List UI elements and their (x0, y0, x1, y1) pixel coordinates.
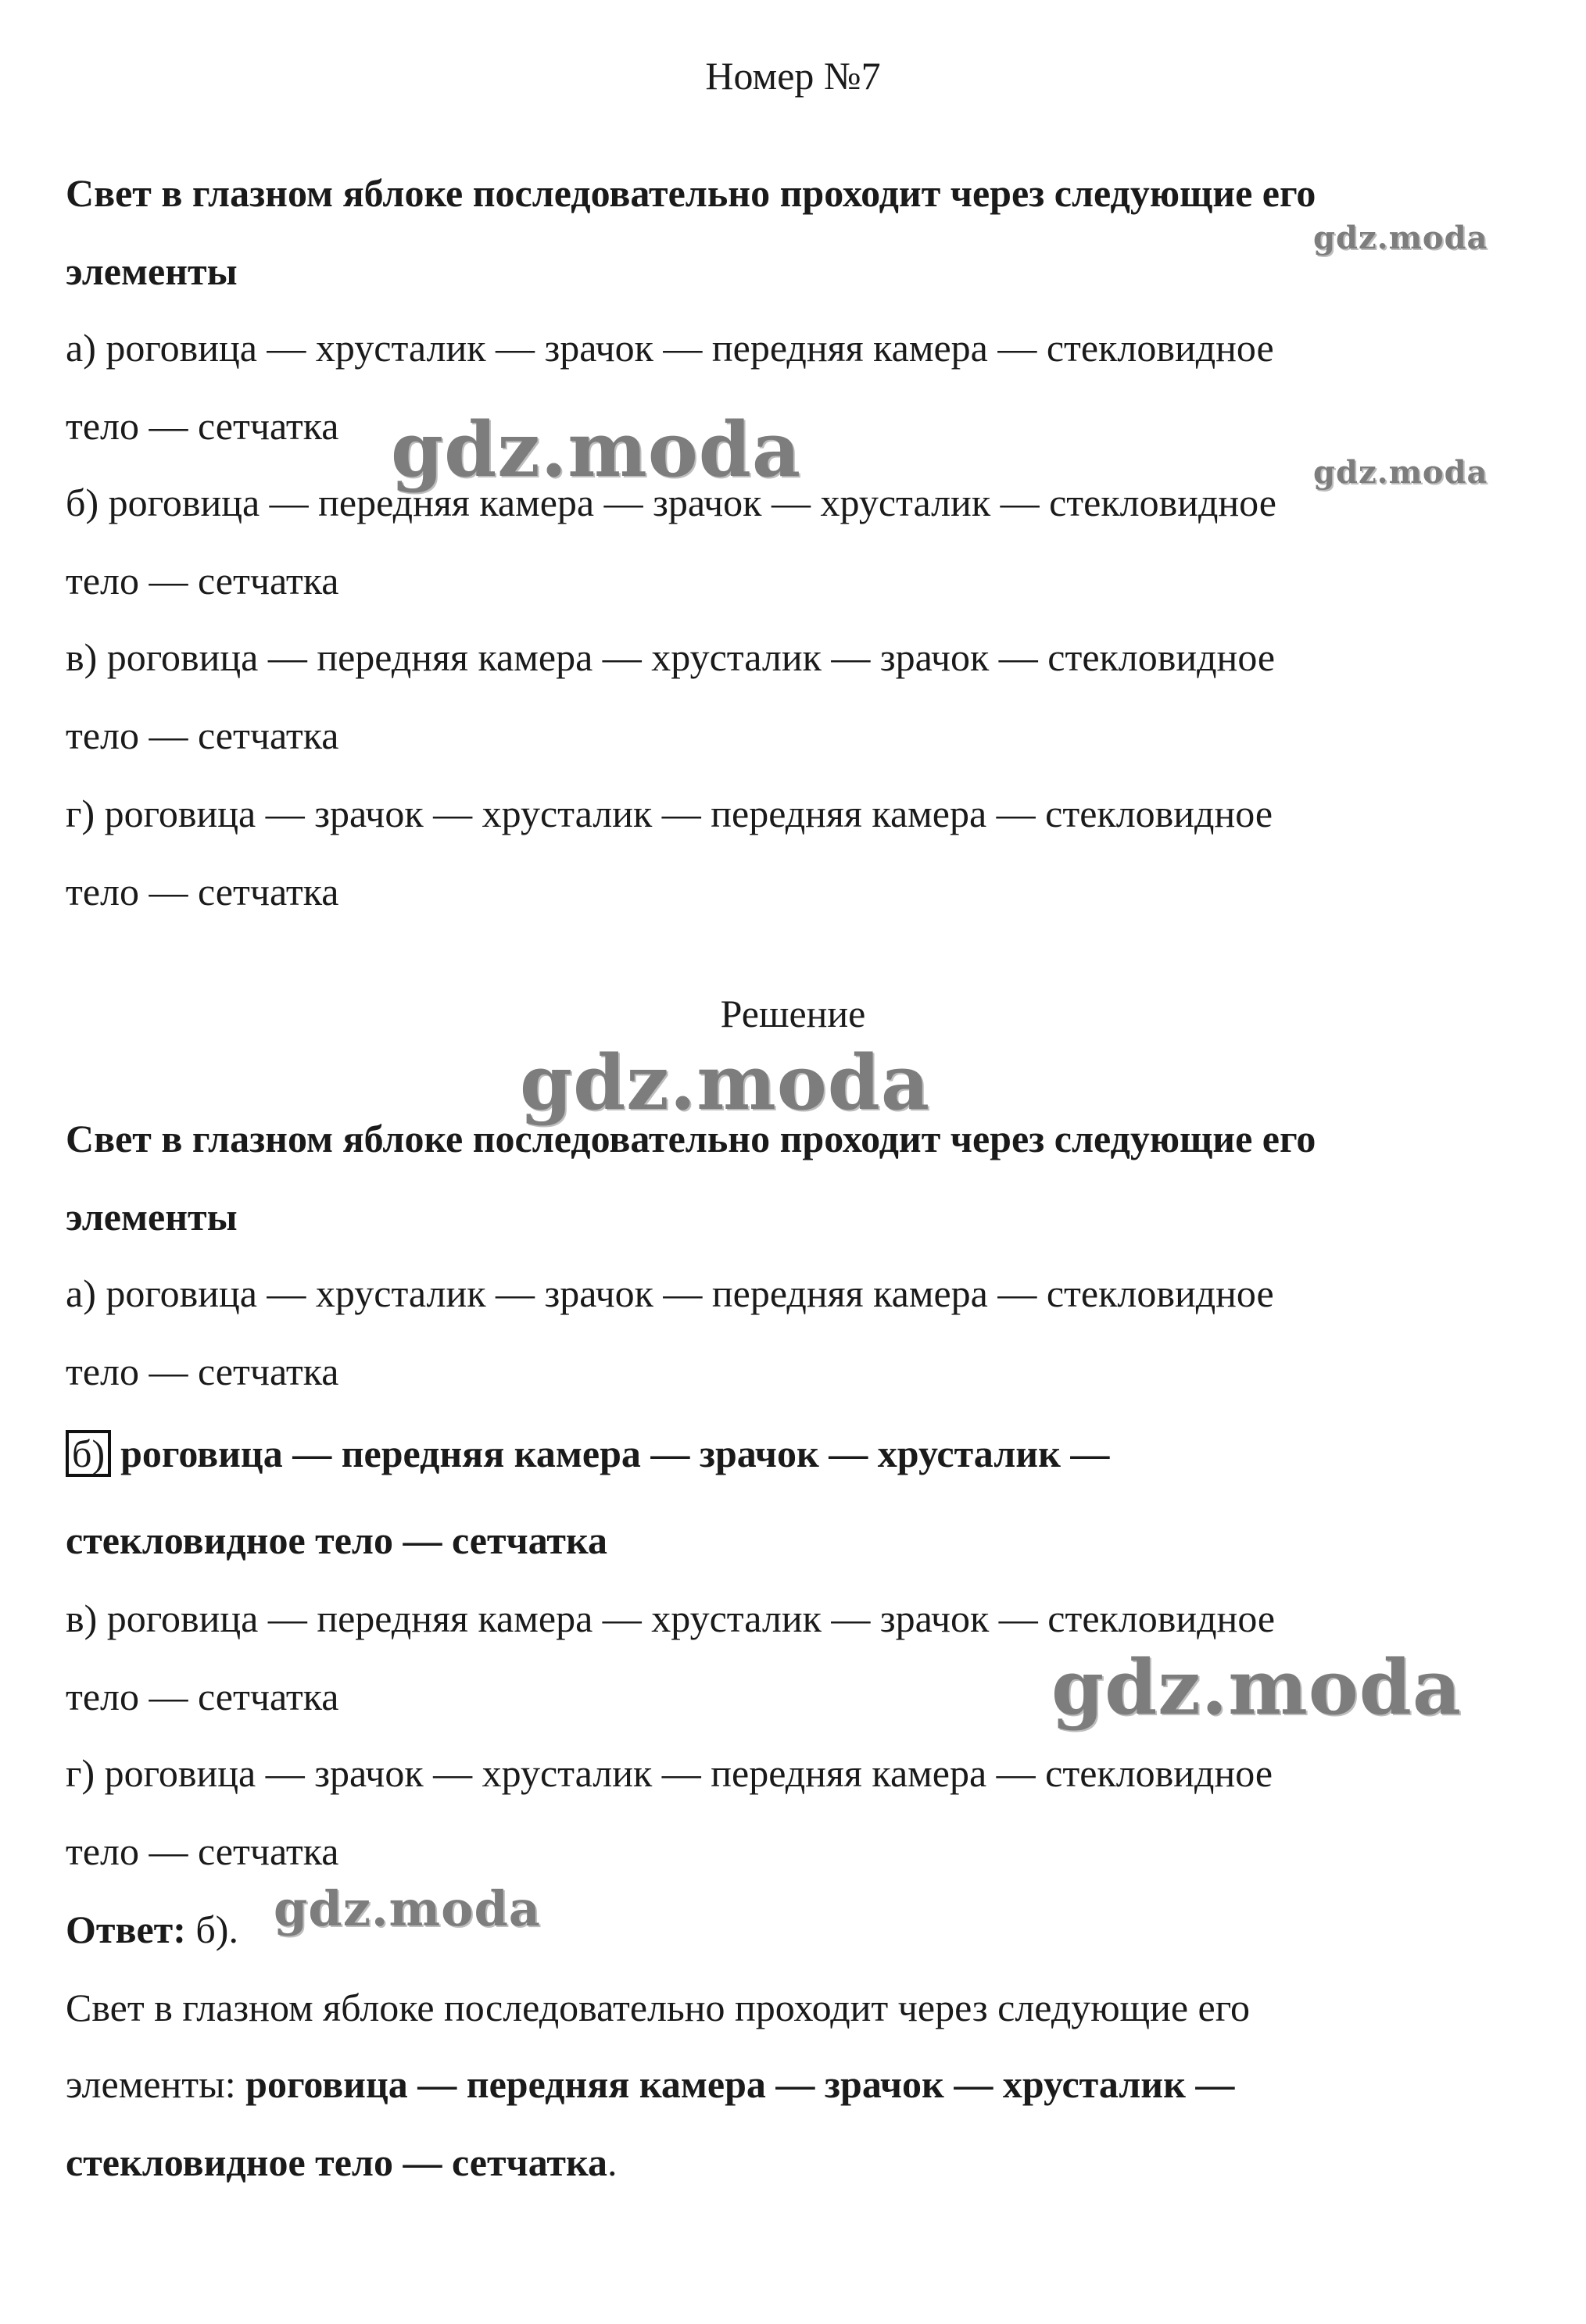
question-option-g-line1: г) роговица — зрачок — хрусталик — передняя камера — стекловидное (66, 792, 1273, 835)
watermark-logo: gdz.moda (274, 1880, 541, 1937)
watermark-logo: gdz.moda (391, 406, 802, 494)
solution-option-b-line1 (66, 1430, 1109, 1477)
solution-option-v-line1: в) роговица — передняя камера — хрусталик — зрачок — стекловидное (66, 1596, 1276, 1640)
solution-option-a-line2: тело — сетчатка (66, 1350, 339, 1393)
explanation-bold2: стекловидное тело — сетчатка (66, 2140, 608, 2184)
question-stem-line2: элементы (66, 249, 238, 293)
answer-line (66, 1907, 238, 1951)
question-option-b-line1: б) роговица — передняя камера — зрачок — хрусталик — стекловидное (66, 481, 1276, 524)
explanation-line2 (66, 2062, 1235, 2106)
selected-answer-box: б) (66, 1430, 111, 1477)
explanation-end: . (607, 2140, 618, 2184)
solution-option-g-line2: тело — сетчатка (66, 1829, 339, 1873)
solution-option-b-line2: стекловидное тело — сетчатка (66, 1518, 608, 1562)
question-option-a-line2: тело — сетчатка (66, 404, 339, 448)
question-option-b-line2: тело — сетчатка (66, 559, 339, 602)
answer-value: б). (195, 1907, 238, 1951)
solution-option-g-line1: г) роговица — зрачок — хрусталик — передняя камера — стекловидное (66, 1751, 1273, 1795)
solution-stem-line2: элементы (66, 1195, 238, 1239)
watermark-logo: gdz.moda (1313, 220, 1488, 256)
page-title: Номер №7 (705, 54, 881, 98)
explanation-line1: Свет в глазном яблоке последовательно проходит через следующие его (66, 1986, 1251, 2029)
solution-option-a-line1: а) роговица — хрусталик — зрачок — передняя камера — стекловидное (66, 1271, 1274, 1315)
question-option-v-line2: тело — сетчатка (66, 713, 339, 757)
selected-answer-text: роговица — передняя камера — зрачок — хрусталик — (120, 1432, 1110, 1475)
solution-option-v-line2: тело — сетчатка (66, 1675, 339, 1718)
explanation-bold1: роговица — передняя камера — зрачок — хрусталик — (245, 2062, 1235, 2106)
question-option-v-line1: в) роговица — передняя камера — хрусталик — зрачок — стекловидное (66, 635, 1276, 679)
question-option-a-line1: а) роговица — хрусталик — зрачок — передняя камера — стекловидное (66, 326, 1274, 370)
answer-label: Ответ: (66, 1907, 186, 1951)
solution-heading: Решение (720, 992, 866, 1035)
explanation-prefix: элементы: (66, 2062, 246, 2106)
question-option-g-line2: тело — сетчатка (66, 870, 339, 914)
watermark-logo: gdz.moda (1313, 454, 1488, 491)
watermark-logo: gdz.moda (520, 1039, 931, 1127)
watermark-logo: gdz.moda (1051, 1643, 1462, 1732)
explanation-line3 (66, 2140, 618, 2184)
solution-stem-line1: Свет в глазном яблоке последовательно проходит через следующие его (66, 1117, 1316, 1160)
question-stem-line1: Свет в глазном яблоке последовательно проходит через следующие его (66, 171, 1316, 215)
